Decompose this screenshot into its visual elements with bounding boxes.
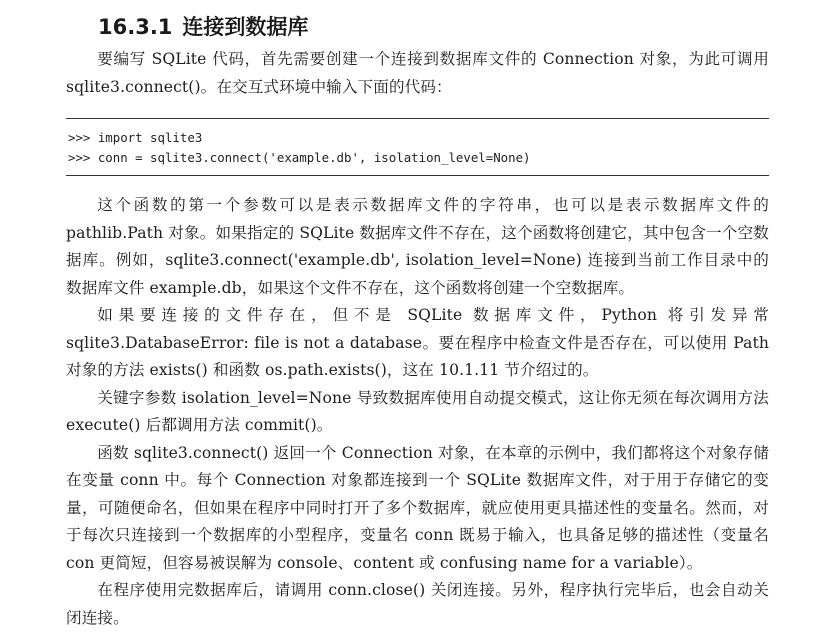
document-page bbox=[66, 12, 769, 632]
paragraph-isolation-level: 关键字参数 isolation_level=None 导致数据库使用自动提交模式，这让你无须在每次调用方法 execute() 后都调用方法 commit()。 bbox=[66, 388, 769, 434]
intro-paragraph: 要编写 SQLite 代码，首先需要创建一个连接到数据库文件的 Connection 对象，为此可调用 sqlite3.connect()。在交互式环境中输入下面的代码： bbox=[66, 50, 769, 96]
section-title: 连接到数据库 bbox=[182, 15, 309, 39]
paragraph-connect-argument: 这个函数的第一个参数可以是表示数据库文件的字符串，也可以是表示数据库文件的 pathlib.Path 对象。如果指定的 SQLite 数据库文件不存在，这个函数将创建它，其中包含一个空数据库。例如，sqlite3.connect('example.db', isolation_level=None) 连接到当前工作目录中的数据库文件 example.db，如果这个文件不存在，这个函数将创建一个空数据库。 bbox=[66, 196, 769, 297]
section-heading bbox=[98, 12, 769, 42]
paragraph-close-connection: 在程序使用完数据库后，请调用 conn.close() 关闭连接。另外，程序执行完毕后，也会自动关闭连接。 bbox=[66, 581, 769, 627]
code-line-connect: >>> conn = sqlite3.connect('example.db', isolation_level=None) bbox=[68, 150, 531, 165]
paragraph-connection-object: 函数 sqlite3.connect() 返回一个 Connection 对象，在本章的示例中，我们都将这个对象存储在变量 conn 中。每个 Connection 对象都连接到一个 SQLite 数据库文件，对于用于存储它的变量，可随便命名，但如果在程序中同时打开了多个数据库，就应使用更具描述性的变量名。然而，对于每次只连接到一个数据库的小型程序，变量名 conn 既易于输入，也具备足够的描述性（变量名 con 更简短，但容易被误解为 console、content 或 confusing name for a variable）。 bbox=[66, 443, 769, 572]
code-block bbox=[66, 118, 769, 176]
code-line-import: >>> import sqlite3 bbox=[68, 130, 203, 145]
section-number: 16.3.1 bbox=[98, 15, 173, 39]
paragraph-database-error: 如果要连接的文件存在，但不是 SQLite 数据库文件，Python 将引发异常 sqlite3.DatabaseError: file is not a database。要在程序中检查文件是否存在，可以使用 Path 对象的方法 exists() 和函数 os.path.exists()，这在 10.1.11 节介绍过的。 bbox=[66, 306, 769, 379]
